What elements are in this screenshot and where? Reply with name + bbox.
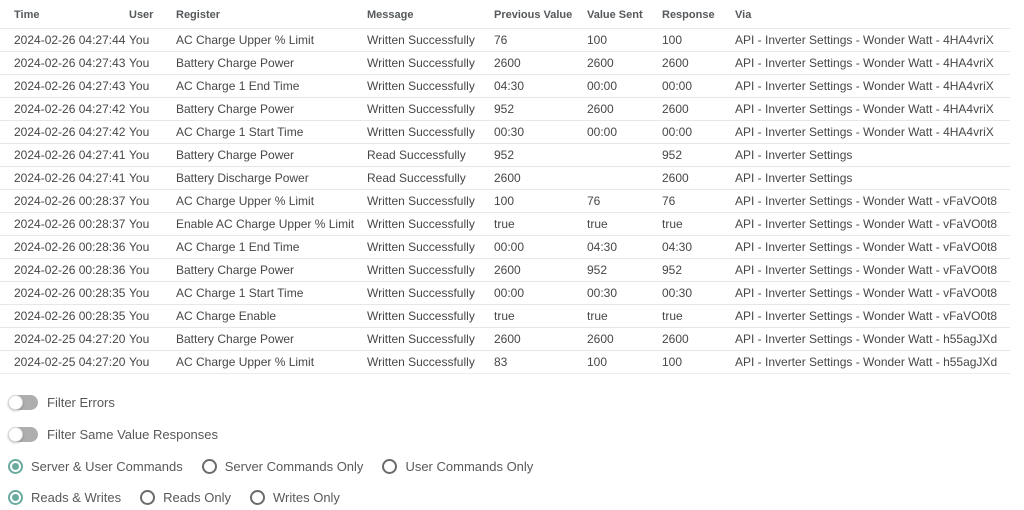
cell-value-sent: 952 xyxy=(587,259,662,282)
cell-via: API - Inverter Settings - Wonder Watt - h55agJXd xyxy=(735,351,1010,374)
table-row xyxy=(0,213,1010,236)
cell-time: 2024-02-26 04:27:41 xyxy=(0,144,129,167)
filter-errors-toggle[interactable] xyxy=(8,395,38,410)
cell-message: Written Successfully xyxy=(367,305,494,328)
cell-register: AC Charge 1 End Time xyxy=(176,75,367,98)
cell-via: API - Inverter Settings - Wonder Watt - vFaVO0t8 xyxy=(735,305,1010,328)
filter-errors-row xyxy=(8,394,1024,411)
column-header-response: Response xyxy=(662,9,715,21)
cell-register: AC Charge Enable xyxy=(176,305,367,328)
filter-controls xyxy=(0,374,1024,506)
filter-same-value-row xyxy=(8,426,1024,443)
cell-register: AC Charge 1 End Time xyxy=(176,236,367,259)
cell-user: You xyxy=(129,52,176,75)
table-row xyxy=(0,75,1010,98)
table-row xyxy=(0,121,1010,144)
table-row xyxy=(0,29,1010,52)
column-header-previous-value: Previous Value xyxy=(494,9,573,21)
table-row xyxy=(0,305,1010,328)
cell-response: 04:30 xyxy=(662,236,735,259)
radio-writes-only[interactable] xyxy=(250,490,340,505)
cell-time: 2024-02-26 04:27:42 xyxy=(0,98,129,121)
cell-response: 00:00 xyxy=(662,75,735,98)
cell-user: You xyxy=(129,351,176,374)
cell-user: You xyxy=(129,305,176,328)
column-header-via: Via xyxy=(735,9,752,21)
cell-register: Battery Charge Power xyxy=(176,328,367,351)
cell-response: 2600 xyxy=(662,328,735,351)
cell-previous-value: 00:00 xyxy=(494,282,587,305)
radio-circle xyxy=(382,459,397,474)
cell-time: 2024-02-26 04:27:44 xyxy=(0,29,129,52)
cell-via: API - Inverter Settings - Wonder Watt - 4HA4vriX xyxy=(735,121,1010,144)
cell-time: 2024-02-26 00:28:36 xyxy=(0,236,129,259)
cell-response: 952 xyxy=(662,144,735,167)
cell-message: Written Successfully xyxy=(367,52,494,75)
cell-time: 2024-02-26 04:27:43 xyxy=(0,75,129,98)
cell-previous-value: 100 xyxy=(494,190,587,213)
cell-register: AC Charge Upper % Limit xyxy=(176,190,367,213)
table-row xyxy=(0,98,1010,121)
cell-previous-value: 83 xyxy=(494,351,587,374)
table-row xyxy=(0,52,1010,75)
cell-response: 00:00 xyxy=(662,121,735,144)
table-row xyxy=(0,190,1010,213)
cell-value-sent xyxy=(587,167,662,190)
cell-message: Written Successfully xyxy=(367,98,494,121)
cell-time: 2024-02-26 04:27:42 xyxy=(0,121,129,144)
cell-time: 2024-02-26 04:27:41 xyxy=(0,167,129,190)
radio-server-and-user-commands[interactable] xyxy=(8,459,183,474)
table-row xyxy=(0,282,1010,305)
toggle-knob xyxy=(8,395,23,410)
log-table-body xyxy=(0,29,1010,374)
cell-user: You xyxy=(129,98,176,121)
cell-time: 2024-02-26 00:28:35 xyxy=(0,282,129,305)
cell-previous-value: true xyxy=(494,213,587,236)
cell-time: 2024-02-26 00:28:35 xyxy=(0,305,129,328)
cell-previous-value: 76 xyxy=(494,29,587,52)
cell-value-sent xyxy=(587,144,662,167)
table-row xyxy=(0,144,1010,167)
cell-register: AC Charge Upper % Limit xyxy=(176,351,367,374)
radio-circle xyxy=(250,490,265,505)
cell-response: true xyxy=(662,305,735,328)
toggle-knob xyxy=(8,427,23,442)
cell-time: 2024-02-26 00:28:37 xyxy=(0,213,129,236)
cell-previous-value: 00:30 xyxy=(494,121,587,144)
cell-message: Written Successfully xyxy=(367,213,494,236)
column-header-register: Register xyxy=(176,9,221,21)
column-header-message: Message xyxy=(367,9,414,21)
radio-label: User Commands Only xyxy=(405,459,534,474)
cell-message: Read Successfully xyxy=(367,144,494,167)
cell-message: Written Successfully xyxy=(367,259,494,282)
cell-value-sent: 100 xyxy=(587,351,662,374)
table-row xyxy=(0,351,1010,374)
cell-user: You xyxy=(129,121,176,144)
filter-same-value-label: Filter Same Value Responses xyxy=(47,427,219,442)
table-row xyxy=(0,259,1010,282)
radio-user-commands-only[interactable] xyxy=(382,459,533,474)
cell-response: true xyxy=(662,213,735,236)
cell-response: 2600 xyxy=(662,167,735,190)
cell-response: 2600 xyxy=(662,98,735,121)
cell-value-sent: 00:30 xyxy=(587,282,662,305)
cell-message: Written Successfully xyxy=(367,282,494,305)
cell-message: Written Successfully xyxy=(367,75,494,98)
radio-server-commands-only[interactable] xyxy=(202,459,364,474)
cell-via: API - Inverter Settings - Wonder Watt - h55agJXd xyxy=(735,328,1010,351)
cell-response: 100 xyxy=(662,351,735,374)
cell-value-sent: true xyxy=(587,305,662,328)
cell-register: Enable AC Charge Upper % Limit xyxy=(176,213,367,236)
cell-via: API - Inverter Settings - Wonder Watt - vFaVO0t8 xyxy=(735,236,1010,259)
radio-label: Server & User Commands xyxy=(31,459,183,474)
cell-value-sent: 76 xyxy=(587,190,662,213)
cell-time: 2024-02-26 00:28:37 xyxy=(0,190,129,213)
cell-via: API - Inverter Settings xyxy=(735,144,1010,167)
cell-register: AC Charge 1 Start Time xyxy=(176,282,367,305)
cell-message: Written Successfully xyxy=(367,121,494,144)
cell-user: You xyxy=(129,190,176,213)
cell-message: Written Successfully xyxy=(367,328,494,351)
cell-via: API - Inverter Settings - Wonder Watt - vFaVO0t8 xyxy=(735,259,1010,282)
cell-message: Written Successfully xyxy=(367,236,494,259)
cell-via: API - Inverter Settings - Wonder Watt - 4HA4vriX xyxy=(735,52,1010,75)
radio-circle xyxy=(202,459,217,474)
cell-previous-value: true xyxy=(494,305,587,328)
cell-response: 952 xyxy=(662,259,735,282)
cell-value-sent: 00:00 xyxy=(587,75,662,98)
cell-user: You xyxy=(129,144,176,167)
cell-via: API - Inverter Settings - Wonder Watt - vFaVO0t8 xyxy=(735,213,1010,236)
cell-register: Battery Charge Power xyxy=(176,144,367,167)
cell-response: 00:30 xyxy=(662,282,735,305)
cell-via: API - Inverter Settings - Wonder Watt - vFaVO0t8 xyxy=(735,190,1010,213)
cell-previous-value: 952 xyxy=(494,98,587,121)
table-row xyxy=(0,167,1010,190)
cell-via: API - Inverter Settings - Wonder Watt - vFaVO0t8 xyxy=(735,282,1010,305)
table-header xyxy=(0,0,1010,29)
cell-register: Battery Charge Power xyxy=(176,98,367,121)
cell-value-sent: 100 xyxy=(587,29,662,52)
cell-value-sent: 2600 xyxy=(587,52,662,75)
radio-circle xyxy=(8,490,23,505)
cell-via: API - Inverter Settings - Wonder Watt - 4HA4vriX xyxy=(735,75,1010,98)
cell-message: Written Successfully xyxy=(367,29,494,52)
cell-value-sent: 00:00 xyxy=(587,121,662,144)
cell-user: You xyxy=(129,282,176,305)
cell-user: You xyxy=(129,259,176,282)
cell-previous-value: 2600 xyxy=(494,328,587,351)
cell-value-sent: 2600 xyxy=(587,328,662,351)
table-row xyxy=(0,328,1010,351)
read-write-radio-group xyxy=(8,489,1024,506)
table-row xyxy=(0,236,1010,259)
cell-response: 100 xyxy=(662,29,735,52)
cell-response: 2600 xyxy=(662,52,735,75)
cell-message: Written Successfully xyxy=(367,351,494,374)
cell-previous-value: 2600 xyxy=(494,259,587,282)
radio-label: Writes Only xyxy=(273,490,340,505)
column-header-user: User xyxy=(129,9,154,21)
cell-user: You xyxy=(129,75,176,98)
radio-label: Reads & Writes xyxy=(31,490,122,505)
cell-previous-value: 952 xyxy=(494,144,587,167)
radio-circle xyxy=(8,459,23,474)
radio-reads-and-writes[interactable] xyxy=(8,490,121,505)
cell-value-sent: 04:30 xyxy=(587,236,662,259)
cell-user: You xyxy=(129,167,176,190)
cell-register: Battery Charge Power xyxy=(176,259,367,282)
cell-via: API - Inverter Settings - Wonder Watt - 4HA4vriX xyxy=(735,98,1010,121)
cell-previous-value: 2600 xyxy=(494,52,587,75)
cell-user: You xyxy=(129,213,176,236)
cell-value-sent: true xyxy=(587,213,662,236)
radio-label: Server Commands Only xyxy=(224,459,364,474)
cell-time: 2024-02-26 00:28:36 xyxy=(0,259,129,282)
cell-via: API - Inverter Settings - Wonder Watt - 4HA4vriX xyxy=(735,29,1010,52)
command-scope-radio-group xyxy=(8,458,1024,475)
radio-circle xyxy=(140,490,155,505)
cell-previous-value: 04:30 xyxy=(494,75,587,98)
cell-register: AC Charge Upper % Limit xyxy=(176,29,367,52)
cell-register: AC Charge 1 Start Time xyxy=(176,121,367,144)
cell-message: Read Successfully xyxy=(367,167,494,190)
cell-register: Battery Discharge Power xyxy=(176,167,367,190)
cell-previous-value: 00:00 xyxy=(494,236,587,259)
cell-register: Battery Charge Power xyxy=(176,52,367,75)
cell-user: You xyxy=(129,236,176,259)
column-header-time: Time xyxy=(14,9,40,21)
cell-message: Written Successfully xyxy=(367,190,494,213)
filter-errors-label: Filter Errors xyxy=(47,395,115,410)
radio-reads-only[interactable] xyxy=(140,490,231,505)
cell-value-sent: 2600 xyxy=(587,98,662,121)
cell-user: You xyxy=(129,29,176,52)
cell-time: 2024-02-26 04:27:43 xyxy=(0,52,129,75)
cell-time: 2024-02-25 04:27:20 xyxy=(0,351,129,374)
cell-previous-value: 2600 xyxy=(494,167,587,190)
cell-response: 76 xyxy=(662,190,735,213)
cell-via: API - Inverter Settings xyxy=(735,167,1010,190)
column-header-value-sent: Value Sent xyxy=(587,9,643,21)
cell-user: You xyxy=(129,328,176,351)
radio-label: Reads Only xyxy=(163,490,231,505)
cell-time: 2024-02-25 04:27:20 xyxy=(0,328,129,351)
filter-same-value-toggle[interactable] xyxy=(8,427,38,442)
